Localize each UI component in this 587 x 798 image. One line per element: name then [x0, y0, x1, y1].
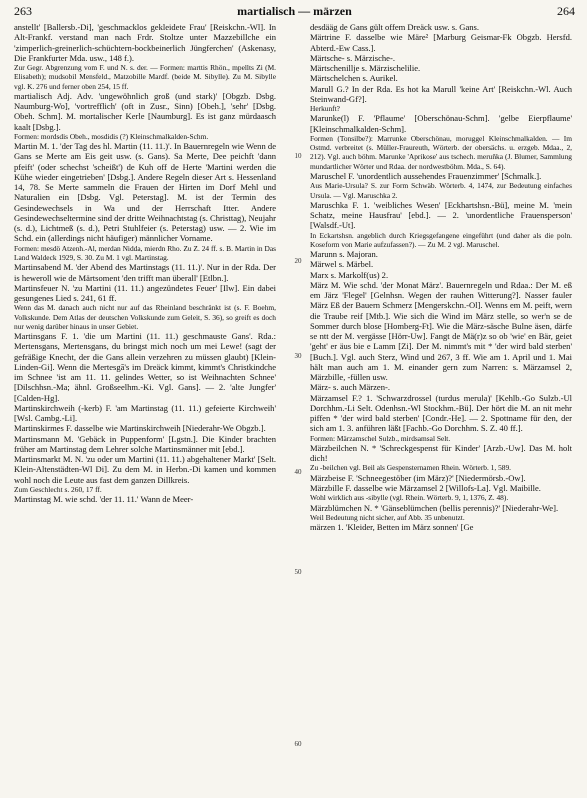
entry-note: Zum Geschlecht s. 260, 17 ff. — [14, 484, 102, 494]
entry-martinsfeuer: Martinsfeuer N. 'zu Martini (11. 11.) angezündetes Feuer' [Ilw]. Ein dabei gesungenes Lied s. 241, 61 ff. — [14, 282, 276, 304]
entry-martsche: Märtsche- s. Märzische-. — [310, 52, 395, 63]
entry-marzblumchen: Märzblümchen N. * 'Gänseblümchen (bellis perennis)?' [Niederahr-We]. — [310, 502, 559, 513]
entry-martinskirmes: Martinskirmes F. dasselbe wie Martinskirchweih [Niederahr-We Obgzb.]. — [14, 423, 266, 434]
entry-note: Zu -beilchen vgl. Beil als Gespensternamen Rhein. Wörterb. 1, 589. — [310, 463, 512, 473]
entry-marz-see-also: März- s. auch Märzen-. — [310, 382, 390, 393]
entry-martinskirchweih: Martinskirchweih (-kerb) F. 'am Martinstag (11. 11.) gefeierte Kirchweih' [Wsl. Cambg.-Li]. — [14, 402, 276, 424]
entry-martschelchen: Märtschelchen s. Aurikel. — [310, 73, 398, 84]
entry-marx: Marx s. Markolf(us) 2. — [310, 269, 389, 280]
right-column — [310, 22, 572, 532]
page-number-right: 264 — [557, 4, 575, 18]
entry-note: Formen: mesdö Atzenh.-Al, merdan Nidda, mierdn Rho. Zu Z. 24 ff. s. B. Martin in Das Land Waldeck 1929, S. 30. Zu M. 1 vgl. Martinstag. — [14, 243, 276, 262]
entry-marzbeise: Märzbeise F. 'Schneegestöber (im März)?' [Niedermörsb.-Ow]. — [310, 472, 526, 483]
line-number: 20 — [294, 257, 302, 265]
line-number: 40 — [294, 468, 302, 476]
entry-note: Wohl wirklich aus -sibylle (vgl. Rhein. Wörterb. 9, 1, 1376, Z. 48). — [310, 493, 509, 503]
entry-maruschka: Maruschka F. 1. 'weibliches Wesen' [Eckhartshsn.-Bü], meine M. 'mein Schatz, meine Hausfrau' [ebd.]. — 2. 'unordentliche Frauensperson' [Walsdf.-Ut]. — [310, 199, 572, 231]
entry-note: Herkunft? — [310, 104, 340, 113]
entry-marull: Marull G.? In der Rda. Es hot ka Marull 'keine Art' [Reiskchn.-Wl. Auch Steinwand-Gf?]. — [310, 83, 572, 104]
line-number: 50 — [294, 568, 302, 576]
entry-martinsmann: Martinsmann M. 'Gebäck in Puppenform' [Lgstn.]. Die Kinder brachten früher am Martinstag dem Lehrer solche Martinsmänner mit [ebd.]. — [14, 433, 276, 454]
entry-note: Aus Marie-Ursula? S. zur Form Schwäb. Wörterb. 4, 1474, zur Bedeutung einfaches Ursula. — Vgl. Maruschka 2. — [310, 181, 572, 200]
entry-marzbille: Märzbille F. dasselbe wie Märzamsel 2 [Willofs-La]. Vgl. Maibille. — [310, 483, 541, 494]
entry-marunn: Marunn s. Majoran. — [310, 249, 378, 260]
page-number-left: 263 — [14, 4, 32, 18]
running-header — [14, 4, 575, 20]
left-column — [14, 22, 276, 504]
line-number: 10 — [294, 152, 302, 160]
entry-martinsgans: Martinsgans F. 1. 'die um Martini (11. 11.) geschmauste Gans'. Rda.: Mertensgans, Mertensgans, du bringst mich noch um mei Lewe! (sagt der gefräßige Knecht, der die Gans allein verzehren zu müssen glaubt) [Klein-Linden-Gi]. Wenn die Mertesgā's im Dreäck kimmt, kimmt's Christkindche im Schnee 'ist am 11. 11. gelindes Wetter, so ist Weihnachten Schnee' [Dilschhsn.-Ma; ähnl. Großseelhm.-Ki. Vgl. Gans]. — 2. 'alte Jungfer' [Calden-Hg]. — [14, 331, 276, 403]
entry-martinsabend: Martinsabend M. 'der Abend des Martinstags (11. 11.)'. Nur in der Rda. Der is heweroll wie de Märtsoment 'den trifft man überall' [Etlbn.]. — [14, 262, 276, 283]
entry-maruschel: Maruschel F. 'unordentlich aussehendes Frauenzimmer' [Schmalk.]. — [310, 170, 542, 181]
line-number: 30 — [294, 352, 302, 360]
entry-note: Formen: Märzamschel Sulzb., mirdsamsal Selt. — [310, 433, 451, 443]
entry-martrine: Märtrine F. dasselbe wie Märe² [Marburg Geismar-Fk Obgzb. Hersfd. Abterd.-Ew Cass.]. — [310, 32, 572, 53]
entry-marzen: märzen 1. 'Kleider, Betten im März sonnen' [Ge — [310, 522, 474, 533]
entry-text: desdääg de Gans gült offem Dreäck usw. s. Gans. — [310, 22, 479, 32]
entry-marzamsel: Märzamsel F.? 1. 'Schwarzdrossel (turdus merula)' [Kehlb.-Go Sulzb.-Ul Dorchhm.-Li Selt. Odenhsn.-Wl Stockhm.-Bü]. Der hört die M. an nit mehr piffen * 'der wird bald sterben' [Condr.-He]. — 2. Spottname für den, der sich am 1. 3. anführen läßt [Fachb.-Go Dorchhm. S. Z. 40 ff.]. — [310, 392, 572, 434]
entry-marzbeilchen: Märzbeilchen N. * 'Schreckgespenst für Kinder' [Arzb.-Uw]. Das M. holt dich! — [310, 442, 572, 464]
line-number: 60 — [294, 740, 302, 748]
entry-martinsmarkt: Martinsmarkt M. N. 'zu oder um Martini (11. 11.) abgehaltener Markt' [Selt. Klein-Altenstädten-Wl Di]. Zu dem M. in Herbn.-Di kamen und kommen wohl noch die Leute aus fast dem ganzen Dillkreis. — [14, 454, 276, 485]
entry-note: In Eckartshsn. angeblich durch Kriegsgefangene eingeführt (und daher als die poln. Koseform von Marie aufzufassen?). — Zu M. 2 vgl. Maruschel. — [310, 230, 572, 249]
entry-marunkel: Marunke(l) F. 'Pflaume' [Oberschönau-Schm]. 'gelbe Eierpflaume' [Kleinschmalkalden-Schm]. — [310, 113, 572, 134]
running-title: martialisch — märzen — [237, 4, 352, 18]
entry-martialisch: martialisch Adj. Adv. 'ungewöhnlich groß (und stark)' [Obgzb. Dsbg. Naumburg-Wo], 'vortrefflich' (oft in Zusr., Sinn) [Obeh.], 'sehr' [Dsbg. Obeh. Schm]. M. mortalischer Kerle [Naumburg]. Es ist ganz mürdaasch kaalt [Dsbg.]. — [14, 90, 276, 132]
entry-marwel: Märwel s. Märbel. — [310, 259, 374, 270]
entry-note: Weil Bedeutung nicht sicher, auf Abb. 35 unbenutzt. — [310, 512, 465, 522]
entry-martin: Martin M. 1. 'der Tag des hl. Martin (11. 11.)'. In Bauernregeln wie Wenn de Gans se Merte am Eis geit usw. (s. Gans). Sa Merte, Dee peichft 'dann pfeift' (oder schechst 'scheißt') de Kuh off de Herte 'Martini werden die Kühe wieder eingetrieben' [Dsbg.]. Andere Regeln dieser Art s. Hessenland 14, 78. Se Merte sammeln die Frauen der Hirten im Dorf Mehl und Naturalien ein [Dsbg. Vgl. Peterstag]. M. ist der Termin des Gesindewechsels in Wa und der Herrschaft Itter. Andere Gesindewechseltermine sind der dritte Weihnachtstag (s. Christtag), Neujahr (s. d.), Lichtmeß (s. d.), Petri Stuhlfeier (s. Peterstag) usw. — 2. Wie im Schd. ein (allerdings nicht häufiger) männlicher Vorname. — [14, 141, 276, 244]
entry-note: Formen: mordsdis Obeh., mosdidis (?) Kleinschmalkalden-Schm. — [14, 131, 209, 141]
entry-note: Wenn das M. danach auch nicht nur auf das Rheinland beschränkt ist (s. F. Boehm, Volkskunde. Dem Atlas der deutschen Volkskunde zum Geleit, S. 36), so greift es doch nur wenig darüber hinaus in unser Gebiet. — [14, 303, 276, 331]
entry-martschenillje: Märtschenillje s. Märzischelilie. — [310, 63, 421, 73]
entry-note: Zur Gegr. Abgrenzung vom F. und N. s. der. — Formen: marttis Rhön., mpellts Zi (M. Elisabeth); mudsobil Mensfeld., Matzobille Mardf. (beide M. Sibylle). Zu M. Sibylle vgl. K. 276 und ferner oben 254, 15 ff. — [14, 63, 276, 91]
entry-note: Formen (Tonsilbe?): Marrunke Oberschönau, moruggel Kleinschmalkalden. — Im Ostmd. verbreitet (s. Müller-Fraureuth, Wörterb. der obersächs. u. erzgeb. Mdaa., 2, 212). Vgl. auch böhm. Marunke 'Aprikose' aus tschech. meruňka (J. Blumer, Sammlung mundartlicher Wörter und Rdaa. der nordwestböhm. Mda., S. 64). — [310, 133, 572, 171]
entry-marz: März M. Wie schd. 'der Monat März'. Bauernregeln und Rdaa.: Der M. eß em Järz 'Flegel' [Gelnhsn. Wegen der rauhen Witterung?]. Nasser fauler März Eß der Bauern Schmerz [Mengerskchn.-Ol]. Wenns em M. peift, wern die Traube reif [Mtb.]. Wie sich die Wind im März stelle, so wer'n se de Sommer durch blose [Homberg-Ft]. Wie die März-säsche Bulne äsen, därfe se ntt der M. vergässe [Hörr-Uw]. Fangt de Mä(r)z so ob 'wie' en Bär, geiet 'geht' er äus bie e Lamm [Zi]. Der M. nimmt's mit * 'der wird bald sterben' [Buch.]. Vgl. auch Sterz, Wind und 267, 3 ff. Wie am 1. April und 1. Mai hält man auch am 1. M. einander gern zum Narren: s. Märzamsel 2, Märzbille, -füllen usw. — [310, 279, 572, 383]
entry-martinstag: Martinstag M. wie schd. 'der 11. 11.' Wann de Meer- — [14, 494, 194, 505]
entry-text: anstellt' [Ballersb.-Di], 'geschmacklos gekleidete Frau' [Reiskchn.-Wl]. In Alt-Frankf. verstand man nach Frdr. Stoltze unter Mazzebillche ein 'zimperlich-greinerlich-schüchtern-bockbeinerlich Jüngferchen' (Askenasy, Die Frankfurter Mda. usw., 148 f.). — [14, 22, 276, 63]
